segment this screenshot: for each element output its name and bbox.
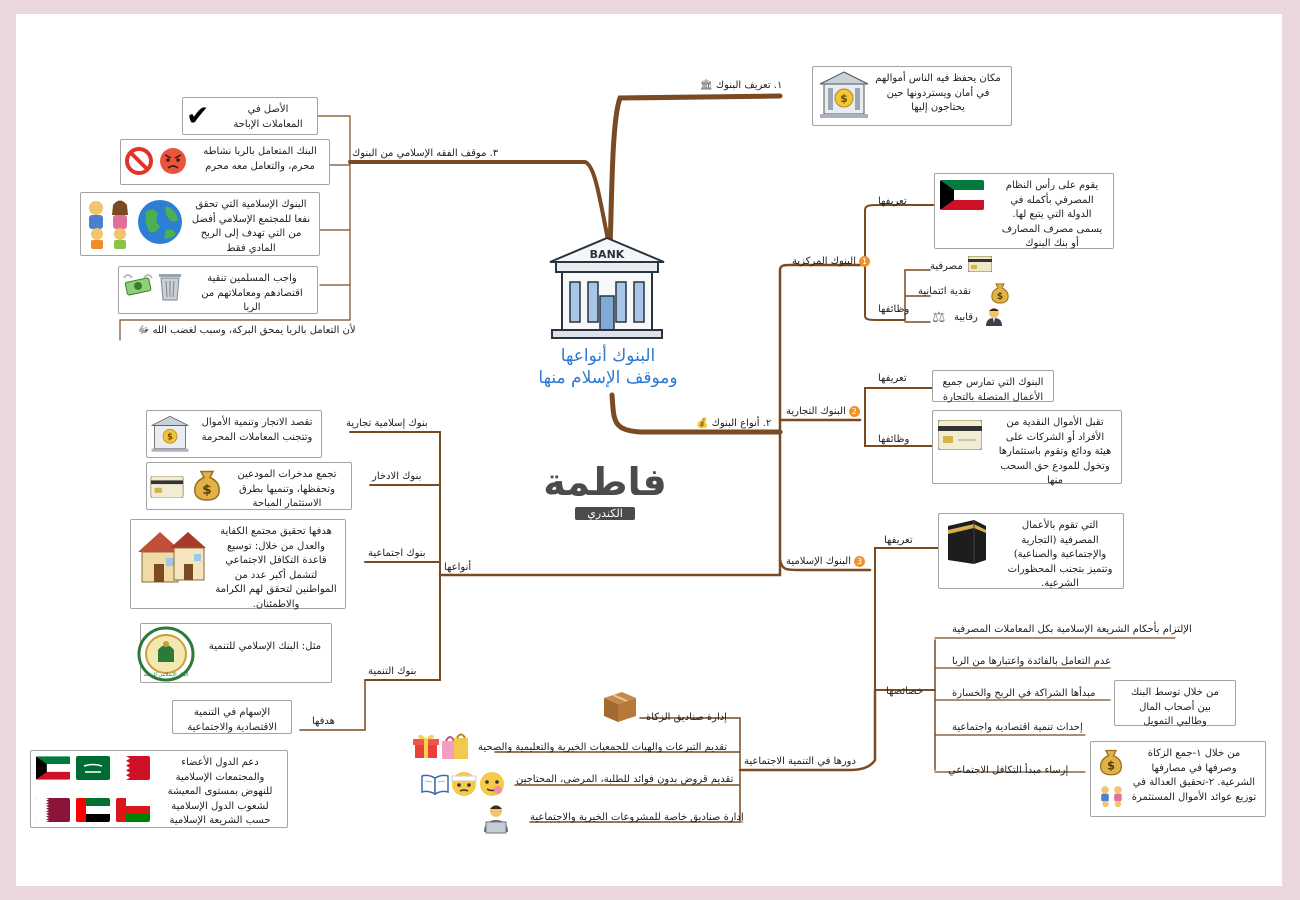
houses-icon — [136, 524, 206, 590]
uae-flag-icon — [76, 798, 110, 822]
angry-face-icon — [158, 146, 188, 180]
type-3-box: هدفها تحقيق مجتمع الكفاية والعدل من خلال: توسيع قاعدة التكافل الاجتماعي لتشمل أكبر عدد من المواطنين لتحقق لهم الكرامة والاطمئنان. — [130, 519, 346, 609]
social-role-4: إدارة صناديق خاصة للمشروعات الخيرية والاجتماعية — [530, 812, 744, 823]
commercial-def-label: تعريفها — [878, 373, 907, 384]
trash-bin-icon — [156, 270, 184, 306]
social-role-2: تقديم التبرعات والهبات للجمعيات الخيرية والتعليمية والصحية — [478, 742, 728, 753]
checkmark-icon: ✔ — [186, 99, 210, 132]
bank-money-icon — [818, 70, 870, 124]
money-bag-small-icon: 💰 — [696, 418, 709, 429]
type-4-label: بنوك التنمية — [368, 666, 417, 677]
definition-box: مكان يحفظ فيه الناس أموالهم في أمان ويستردونها حين يحتاجون إليها — [812, 66, 1012, 126]
central-func-supervisory: رقابية — [954, 312, 978, 323]
commercial-functions-box: تقبل الأموال النقدية من الأفراد أو الشركات على هيئة ودائع وتقوم باستثمارها وتخول للمودع حق السحب منها — [932, 410, 1122, 484]
central-func-monetary: نقدية ائتمانية — [918, 286, 971, 297]
laptop-user-icon — [480, 802, 512, 838]
box-icon — [600, 688, 640, 728]
bank-money-small-icon — [150, 414, 190, 458]
logo-sub: الكندري — [575, 507, 635, 520]
svg-text:$: $ — [996, 292, 1004, 302]
map-title: البنوك أنواعها وموقف الإسلام منها — [538, 346, 678, 388]
commercial-func-label: وظائفها — [878, 434, 910, 445]
svg-text:$: $ — [840, 92, 848, 105]
svg-text:$: $ — [202, 482, 212, 498]
branch-fiqh-label: ٣. موقف الفقه الإسلامي من البنوك — [352, 148, 499, 159]
kuwait-flag-small-icon — [36, 756, 70, 780]
islamic-definition-box: التي تقوم بالأعمال المصرفية (التجارية والإجتماعية والصناعية) وتتميز بتجنب المحظورات الشرعية. — [938, 513, 1124, 589]
kaaba-icon — [944, 516, 990, 568]
badge-2: 2 — [849, 406, 860, 417]
type-2-box: تجمع مدخرات المودعين وتحفظها، وتنميها بطرق الاستثمار المباحة — [146, 462, 352, 510]
globe-icon — [136, 198, 184, 250]
family-small-icon — [1096, 784, 1128, 816]
saudi-flag-icon — [76, 756, 110, 780]
fiqh-item-1: الأصل في المعاملات الإباحة — [182, 97, 318, 135]
money-bag-icon — [990, 282, 1010, 308]
feature-1: الإلتزام بأحكام الشريعة الإسلامية بكل المعاملات المصرفية — [952, 624, 1192, 635]
commercial-banks-label: 2البنوك التجارية — [786, 406, 860, 417]
money-bag-large-icon — [1098, 748, 1124, 780]
money-bag-medium-icon — [192, 468, 222, 506]
card-small-icon — [150, 476, 184, 502]
bahrain-flag-icon — [116, 756, 150, 780]
sick-face-icon — [478, 770, 506, 802]
fiqh-footnote: لأن التعامل بالربا يمحق البركة، وسبب لغضب الله ﷻ — [138, 325, 356, 336]
gift-icon — [412, 732, 440, 764]
dev-members-box: دعم الدول الأعضاء والمجتمعات الإسلامية للنهوض بمستوى المعيشة لشعوب الدول الإسلامية حسب الشريعة الإسلامية — [30, 750, 288, 828]
open-book-icon — [420, 772, 450, 800]
credit-card-icon — [968, 256, 992, 276]
feature-2: عدم التعامل بالفائدة واعتبارها من الربا — [952, 656, 1112, 667]
islamic-banks-label: 3البنوك الإسلامية — [786, 556, 865, 567]
partnership-note-box: من خلال توسط البنك بين أصحاب المال وطالبي التمويل — [1114, 680, 1236, 726]
social-role-1: إدارة صناديق الزكاة — [646, 712, 727, 723]
family-icon — [82, 197, 136, 253]
fiqh-item-2: البنك المتعامل بالربا نشاطه محرم، والتعامل معه محرم — [120, 139, 330, 185]
shopping-bags-icon — [440, 732, 470, 764]
feature-3: مبدأها الشراكة في الربح والخسارة — [952, 688, 1096, 699]
central-definition-box: يقوم على رأس النظام المصرفي بأكمله في الدولة التي يتبع لها. يسمى مصرف المصارف أو بنك البنوك — [934, 173, 1114, 249]
scales-icon: ⚖ — [932, 308, 946, 326]
bank-sign: BANK — [589, 248, 625, 261]
type-1-label: بنوك إسلامية تجارية — [346, 418, 428, 429]
islamic-features-label: خصائصها — [886, 686, 924, 697]
badge-3: 3 — [854, 556, 865, 567]
kuwait-flag-icon — [940, 180, 984, 210]
type-3-label: بنوك اجتماعية — [368, 548, 426, 559]
dev-goal-label: هدفها — [312, 716, 335, 727]
type-4-box: مثل: البنك الإسلامي للتنمية — [140, 623, 332, 683]
qatar-flag-icon — [36, 798, 70, 822]
prohibited-icon — [124, 146, 154, 180]
dev-goal-box: الإسهام في التنمية الاقتصادية والاجتماعية — [172, 700, 292, 734]
svg-text:$: $ — [167, 431, 173, 442]
social-role-3: تقديم قروض بدون فوائد للطلبة، المرضى، المحتاجين — [516, 774, 734, 785]
author-logo — [535, 462, 675, 521]
money-wings-icon — [122, 272, 154, 304]
type-1-box: تقصد الاتجار وتنمية الأموال وتتجنب المعاملات المحرمة — [146, 410, 322, 458]
supervisor-person-icon — [984, 306, 1004, 330]
central-banks-label: 1البنوك المركزية — [792, 256, 870, 267]
types-label: أنواعها — [444, 562, 472, 573]
isdb-caption: البنك الإسلامي للتنمية — [143, 672, 189, 678]
feature-5: إرساء مبدأ التكافل الاجتماعي — [948, 765, 1069, 776]
social-role-label: دورها في التنمية الاجتماعية — [744, 756, 856, 767]
feature-4: إحداث تنمية اقتصادية واجتماعية — [952, 722, 1083, 733]
central-func-banking: مصرفية — [930, 261, 963, 272]
central-func-label: وظائفها — [878, 304, 910, 315]
logo-main: فاطمة — [543, 460, 667, 504]
badge-1: 1 — [859, 256, 870, 267]
fiqh-item-3: البنوك الإسلامية التي تحقق نفعا للمجتمع الإسلامي أفضل من التي تهدف إلى الربح المادي فقط — [80, 192, 320, 256]
oman-flag-icon — [116, 798, 150, 822]
islamic-def-label: تعريفها — [884, 535, 913, 546]
bank-building-icon — [542, 236, 672, 346]
central-def-label: تعريفها — [878, 196, 907, 207]
bank-small-icon: 🏛 — [700, 80, 713, 91]
svg-text:$: $ — [1107, 758, 1115, 773]
bandaged-face-icon — [450, 770, 478, 802]
isdb-emblem-icon — [136, 626, 196, 686]
branch-types-label: ٢. أنواع البنوك 💰 — [696, 418, 772, 429]
solidarity-note-box: من خلال ١-جمع الزكاة وصرفها في مصارفها الشرعية. ٢-تحقيق العدالة في توزيع عوائد الأموال المستثمرة — [1090, 741, 1266, 817]
bank-card-icon — [938, 420, 982, 454]
type-2-label: بنوك الادخار — [372, 471, 422, 482]
commercial-definition-box: البنوك التي تمارس جميع الأعمال المتصلة بالتجارة — [932, 370, 1054, 402]
fiqh-item-4: واجب المسلمين تنقية اقتصادهم ومعاملاتهم من الربا — [118, 266, 318, 314]
branch-definition-label: ١. تعريف البنوك 🏛 — [700, 80, 783, 91]
